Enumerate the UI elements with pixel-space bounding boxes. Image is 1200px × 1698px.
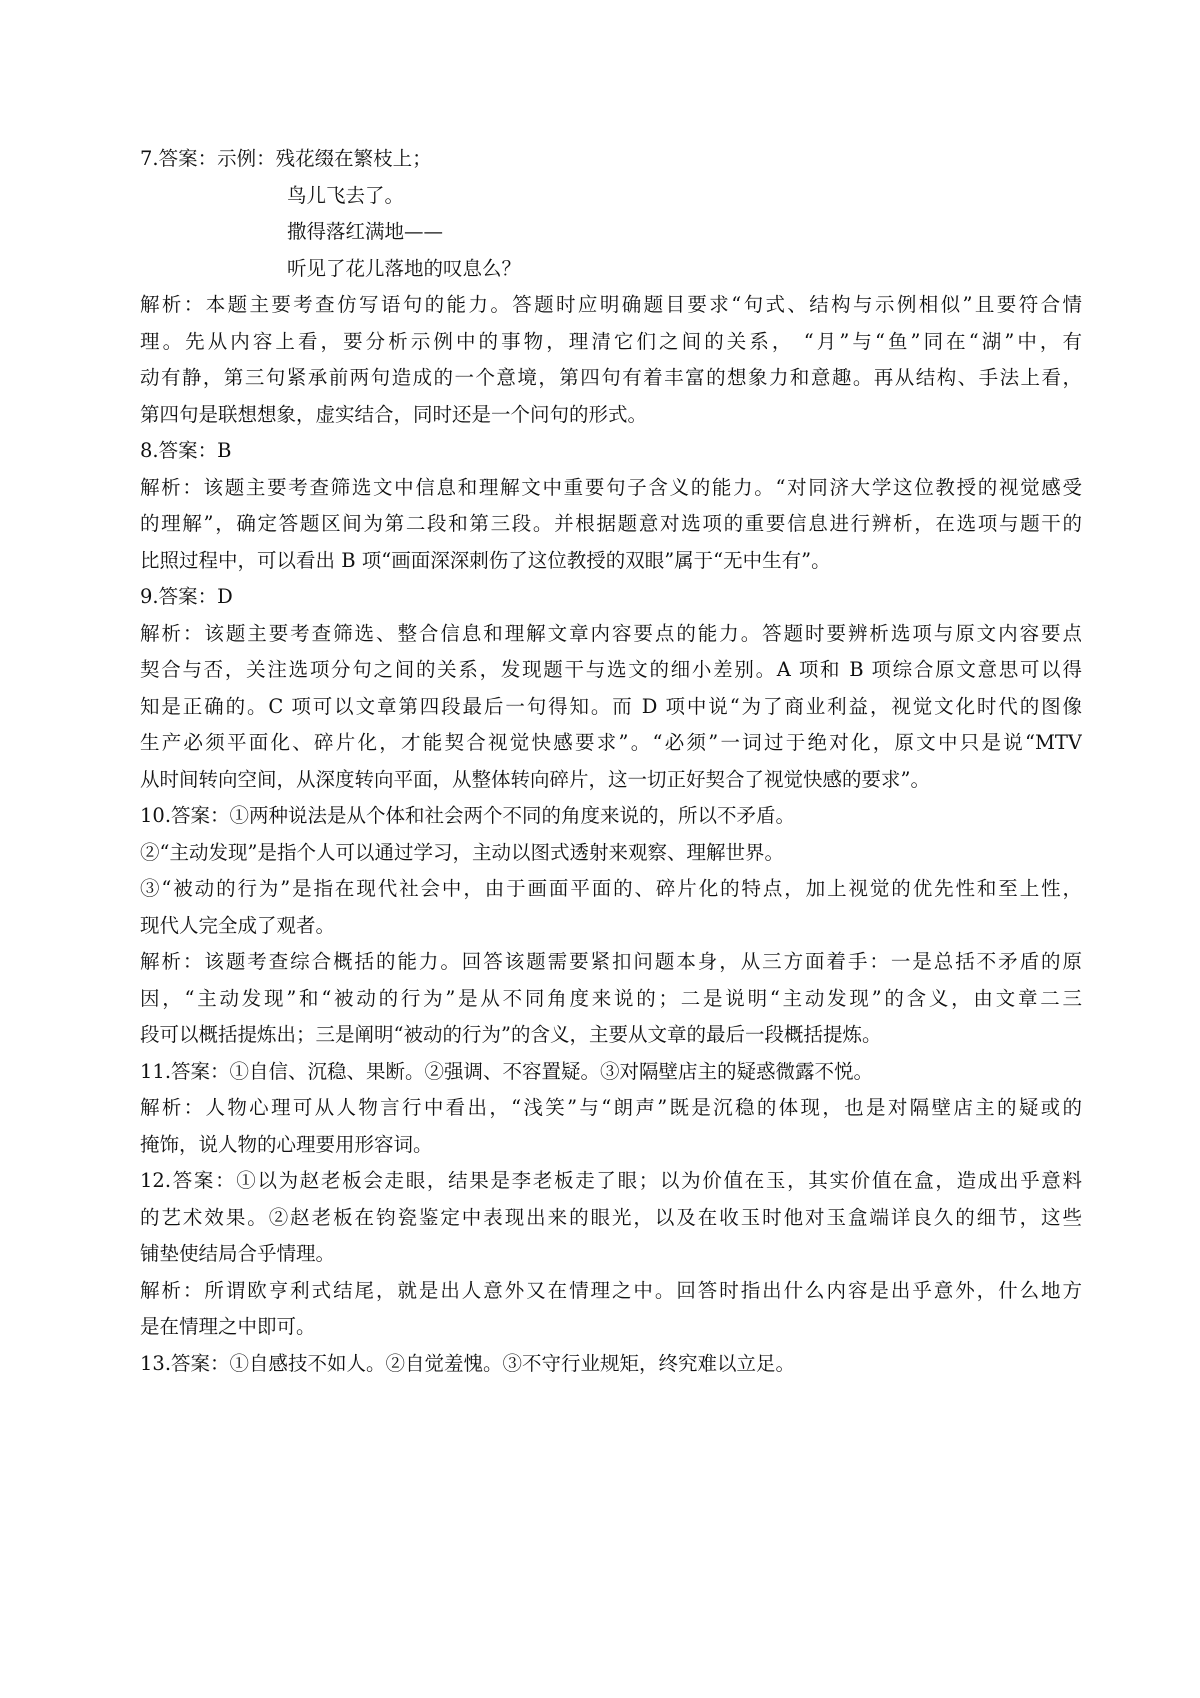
analysis-line: 段可以概括提炼出；三是阐明“被动的行为”的含义，主要从文章的最后一段概括提炼。	[140, 1023, 882, 1046]
analysis-line: 知是正确的。C 项可以文章第四段最后一句得知。而 D 项中说“为了商业利益，视觉文化时代的图像	[140, 694, 1082, 718]
analysis-line: 第四句是联想想象，虚实结合，同时还是一个问句的形式。	[140, 402, 648, 426]
analysis-line: 解析：人物心理可从人物言行中看出，“浅笑”与“朗声”既是沉稳的体现，也是对隔壁店主的疑或的	[140, 1096, 1082, 1119]
analysis-line: 解析：该题主要考查筛选文中信息和理解文中重要句子含义的能力。“对同济大学这位教授的视觉感受	[140, 475, 1082, 499]
answer-line: 现代人完全成了观者。	[140, 913, 336, 937]
analysis-line: 比照过程中，可以看出 B 项“画面深深刺伤了这位教授的双眼”属于“无中生有”。	[140, 548, 831, 572]
analysis-line: 解析：所谓欧亨利式结尾，就是出人意外又在情理之中。回答时指出什么内容是出乎意外，什么地方	[140, 1278, 1082, 1302]
analysis-line: 掩饰，说人物的心理要用形容词。	[140, 1132, 433, 1156]
poem-line: 撒得落红满地——	[287, 220, 444, 243]
answer-line: 13.答案：①自感技不如人。②自觉羞愧。③不守行业规矩，终究难以立足。	[140, 1351, 796, 1375]
answer-line: 7.答案：示例：残花缀在繁枝上；	[140, 147, 432, 170]
question-13-block	[140, 1346, 1082, 1383]
question-11-block	[140, 1054, 1082, 1164]
question-7-block	[140, 141, 1082, 433]
answer-line: ③“被动的行为”是指在现代社会中，由于画面平面的、碎片化的特点，加上视觉的优先性和至上性，	[140, 877, 1082, 900]
analysis-line: 契合与否，关注选项分句之间的关系，发现题干与选文的细小差别。A 项和 B 项综合原文意思可以得	[140, 658, 1082, 681]
answer-line: 9.答案：D	[140, 585, 233, 608]
analysis-line: 解析：该题主要考查筛选、整合信息和理解文章内容要点的能力。答题时要辨析选项与原文内容要点	[140, 621, 1082, 645]
analysis-line: 解析：该题考查综合概括的能力。回答该题需要紧扣问题本身，从三方面着手：一是总括不矛盾的原	[140, 950, 1082, 973]
answer-line: 10.答案：①两种说法是从个体和社会两个不同的角度来说的，所以不矛盾。	[140, 804, 796, 827]
analysis-line: 从时间转向空间，从深度转向平面，从整体转向碎片，这一切正好契合了视觉快感的要求”。	[140, 767, 930, 791]
analysis-line: 因，“主动发现”和“被动的行为”是从不同角度来说的；二是说明“主动发现”的含义，由文章二三	[140, 986, 1082, 1010]
answer-line: 11.答案：①自信、沉稳、果断。②强调、不容置疑。③对隔壁店主的疑惑微露不悦。	[140, 1059, 874, 1083]
answer-line: 12.答案：①以为赵老板会走眼，结果是李老板走了眼；以为价值在玉，其实价值在盒，造成出乎意料	[140, 1169, 1082, 1192]
analysis-line: 生产必须平面化、碎片化，才能契合视觉快感要求”。“必须”一词过于绝对化，原文中只是说“MTV	[140, 731, 1082, 754]
question-10-block	[140, 798, 1082, 1054]
poem-line: 鸟儿飞去了。	[287, 183, 405, 207]
poem-line: 听见了花儿落地的叹息么？	[287, 256, 522, 280]
answer-line: ②“主动发现”是指个人可以通过学习，主动以图式透射来观察、理解世界。	[140, 840, 784, 864]
analysis-line: 解析：本题主要考查仿写语句的能力。答题时应明确题目要求“句式、结构与示例相似”且要符合情	[140, 293, 1082, 316]
answer-line: 的艺术效果。②赵老板在钧瓷鉴定中表现出来的眼光，以及在收玉时他对玉盒端详良久的细节，这些	[140, 1205, 1082, 1229]
analysis-line: 理。先从内容上看，要分析示例中的事物，理清它们之间的关系， “月”与“鱼”同在“湖”中，有	[140, 329, 1082, 353]
analysis-line: 的理解”，确定答题区间为第二段和第三段。并根据题意对选项的重要信息进行辨析，在选项与题干的	[140, 512, 1082, 535]
question-9-block	[140, 579, 1082, 798]
question-8-block	[140, 433, 1082, 579]
answer-line: 铺垫使结局合乎情理。	[140, 1242, 336, 1265]
analysis-line: 是在情理之中即可。	[140, 1315, 316, 1338]
question-12-block	[140, 1163, 1082, 1346]
answer-line: 8.答案：B	[140, 439, 232, 462]
analysis-line: 动有静，第三句紧承前两句造成的一个意境，第四句有着丰富的想象力和意趣。再从结构、手法上看，	[140, 366, 1082, 389]
